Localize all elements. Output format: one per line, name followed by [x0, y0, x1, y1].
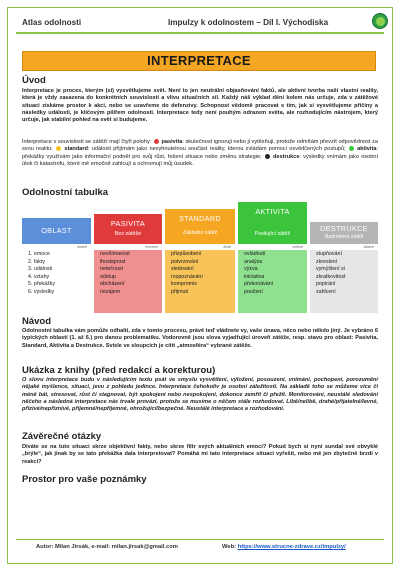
destrukce-item: vymýšlení si — [316, 266, 345, 272]
oblast-item: 3. události — [28, 266, 53, 272]
oblast-header — [22, 218, 91, 244]
pasivita-item: nevšímavost — [100, 251, 130, 257]
black-dot-icon — [265, 154, 270, 159]
destrukce-item: zkreslení — [316, 258, 338, 265]
page-title-bar — [22, 51, 376, 71]
yellow-dot-icon — [56, 146, 61, 151]
globe-logo-icon — [372, 13, 388, 29]
oblast-item: 6. výsledky — [28, 288, 55, 295]
aktivita-text: : překážky využívám jako informační podnět pro svůj růst, řešení situace nebo změnu strategie; — [22, 146, 379, 160]
footer-web-link[interactable]: https://www.strucne-zdrave.cz/impulzy/ — [237, 544, 346, 550]
pasivita-name: PASIVITA — [110, 219, 146, 228]
pasivita-item: lhostejnost — [100, 258, 126, 265]
aktivita-header — [238, 202, 307, 244]
aktivita-item: poučení — [244, 288, 263, 295]
ukazka-paragraph: O slovu interpretace budu v následujícím textu psát ve smyslu vysvětlení, výložení, posouzení, vnímání, pochopení, porozumění nějaké myšlence, situaci, jevu z pohledu jedince. Interpretace čehokoliv je osobní záležitostí. Na základě toho se můžeme více či méně bát, stresovat, růst či stagnovat, být spokojeni nebo nespokojeni, dokonce zemřít či přežít. Monitorování, neustálé sledování něčeho a následná interpretace nás trvale provází, protože se musíme o něčem stále rozhodovat. Libě/nelibě, drahé/přijatelné/levné, přízivé/nepříznivé, příjemné/nepříjemné, ohrožující/bezpečné. Neustálé interpretace a rozhodování. — [22, 377, 378, 413]
heading-otazky: Závěrečné otázky — [22, 431, 102, 442]
heading-tabulka: Odolnostní tabulka — [22, 187, 109, 198]
series-title: Impulzy k odolnostem – Díl I. Východiska — [168, 18, 329, 27]
footer-author: Autor: Milan Jirsák, e-mail: milan.jirsak@gmail.com — [36, 544, 178, 550]
column-standard — [165, 206, 235, 313]
footer-web — [222, 544, 346, 550]
destrukce-items — [310, 250, 378, 313]
otazky-paragraph: Díváte se na tuto situaci skrze objektivní fakty, nebo skrze filtr svých aktuálních emocí? Pokud bych si nyní sundal své obvyklé „brýle“, jak jinak by se tato překážka dala interpretovat? Pomáhá mi tato interpretace situaci vyřešit, nebo mě jen zbytečně brzdí v reakci? — [22, 444, 378, 465]
page-title: INTERPRETACE — [147, 53, 251, 68]
destrukce-sub: Nadměrná zátěž — [324, 234, 364, 240]
heading-navod: Návod — [22, 316, 52, 327]
heading-uvod: Úvod — [22, 75, 46, 86]
uvod-paragraph-1: Interpretace je proces, kterým (si) vysvětlujeme svět. Není to jen neutrální objasňování faktů, ale aktivní tvorba naší vlastní reality, která je vždy zasazena do konkrétních souvislostí a vlivu situačních sil. Každý náš výklad dění kolem nás určuje, zda v zátěžové situaci získáme prostor k akci, nebo se uzavřeme do defenzivy. Schopnost vědomě pracovat s tím, jak si vysvětlujeme příčiny a následky událostí, je klíčovým pilířem odolnosti. Interpretace tedy není pouhým odrazem světa, ale rozhodujícím nástrojem, který určuje, jak stabilní pohled na svět si budujeme. — [22, 88, 378, 124]
standard-name: STANDARD — [179, 214, 221, 223]
pasivita-sub: Bez zátěže — [114, 231, 142, 237]
pasivita-item: netečnost — [100, 266, 123, 272]
destrukce-item: zkratkovitost — [316, 273, 346, 280]
destrukce-label: destrukce — [273, 153, 300, 160]
pasivita-label: pasivita — [161, 139, 183, 145]
standard-header — [165, 209, 235, 244]
standard-item: přizpůsobení — [171, 251, 202, 257]
uvod-paragraph-2 — [22, 139, 378, 168]
navod-paragraph: Odolnostní tabulka vám pomůže odhalit, zda v tomto procesu, právě teď vládnete vy, vaše únava, něco nebo někdo jiný. Je vybráno 6 typických oblastí (1. až 6.) pro danou problematiku. Vodorovně jsou slova vyjadřující úroveň zátěže, resp. stavu pro oblast: Pasivita, Standard, Aktivita a Destrukce. Svisle ve sloupcích je cítit „atmosféra“ vybrané zátěže. — [22, 328, 378, 349]
pasivita-items — [94, 250, 162, 313]
green-dot-icon — [349, 146, 354, 151]
standard-text: : události přijímám jako nevyhnutelnou součást reality, kterou zvládám pomocí osvědčených postupů; — [87, 146, 346, 153]
pasivita-text: : skutečnost ignoruji nebo ji vytěsňuji, protože odmítám převzít odpovědnost za svou realitu; — [22, 139, 378, 153]
standard-item: sledování — [171, 266, 194, 272]
destrukce-item: zahlcení — [316, 288, 336, 295]
destrukce-name: DESTRUKCE — [320, 224, 368, 233]
standard-corner: žluté — [223, 245, 231, 249]
column-pasivita — [94, 206, 162, 313]
aktivita-sub: Posilující zátěž — [254, 231, 291, 237]
oblast-name: OBLAST — [41, 226, 72, 235]
standard-sub: Základní zátěž — [182, 230, 218, 236]
pasivita-corner: červené — [145, 245, 158, 249]
standard-item: přijmutí — [171, 288, 189, 295]
aktivita-item: analýza — [244, 258, 263, 265]
column-destrukce — [310, 206, 378, 313]
header-divider — [16, 32, 384, 34]
oblast-item: 2. fakty — [28, 258, 46, 265]
oblast-items — [22, 250, 91, 313]
oblast-item: 4. vztahy — [28, 273, 50, 280]
aktivita-label: aktivita — [357, 146, 377, 153]
footer-web-label: Web: — [222, 544, 237, 550]
standard-label: standard — [64, 146, 88, 153]
pasivita-header — [94, 214, 162, 244]
standard-item: rozpoznávání — [171, 273, 203, 280]
polohy-intro: Interpretace v souvislosti se zátěží mají čtyři polohy: — [22, 139, 152, 145]
aktivita-item: výzva — [244, 266, 258, 272]
destrukce-text: : výsledky vnímám jako osobní útok či katastrofu, které mě emočně zahlcují a ochromují můj úsudek. — [22, 153, 378, 167]
aktivita-item: iniciativa — [244, 273, 265, 280]
aktivita-corner: zelené — [292, 245, 303, 249]
atlas-title: Atlas odolnosti — [22, 18, 82, 27]
resilience-table — [22, 206, 378, 313]
standard-item: potvrzování — [171, 258, 199, 265]
column-oblast — [22, 206, 91, 313]
oblast-item: 1. emoce — [28, 251, 50, 257]
page-header — [16, 13, 384, 35]
aktivita-item: ovládnutí — [244, 251, 266, 257]
red-dot-icon — [154, 139, 159, 144]
aktivita-name: AKTIVITA — [255, 207, 290, 216]
standard-item: kompromis — [171, 281, 197, 287]
pasivita-item: obcházení — [100, 281, 125, 287]
heading-ukazka: Ukázka z knihy (před redakcí a korekturou) — [22, 365, 216, 376]
heading-prostor: Prostor pro vaše poznámky — [22, 474, 147, 485]
destrukce-corner: šedivé — [363, 245, 374, 249]
destrukce-header — [310, 222, 378, 244]
footer-divider — [16, 539, 384, 540]
standard-items — [165, 250, 235, 313]
column-aktivita — [238, 206, 307, 313]
aktivita-item: překonávání — [244, 281, 274, 287]
oblast-corner: modré — [76, 245, 87, 249]
pasivita-item: odstup — [100, 273, 116, 280]
destrukce-item: popírání — [316, 281, 336, 287]
oblast-item: 5. překážky — [28, 281, 56, 287]
destrukce-item: stupňování — [316, 251, 342, 257]
aktivita-items — [238, 250, 307, 313]
pasivita-item: nezájem — [100, 288, 121, 295]
